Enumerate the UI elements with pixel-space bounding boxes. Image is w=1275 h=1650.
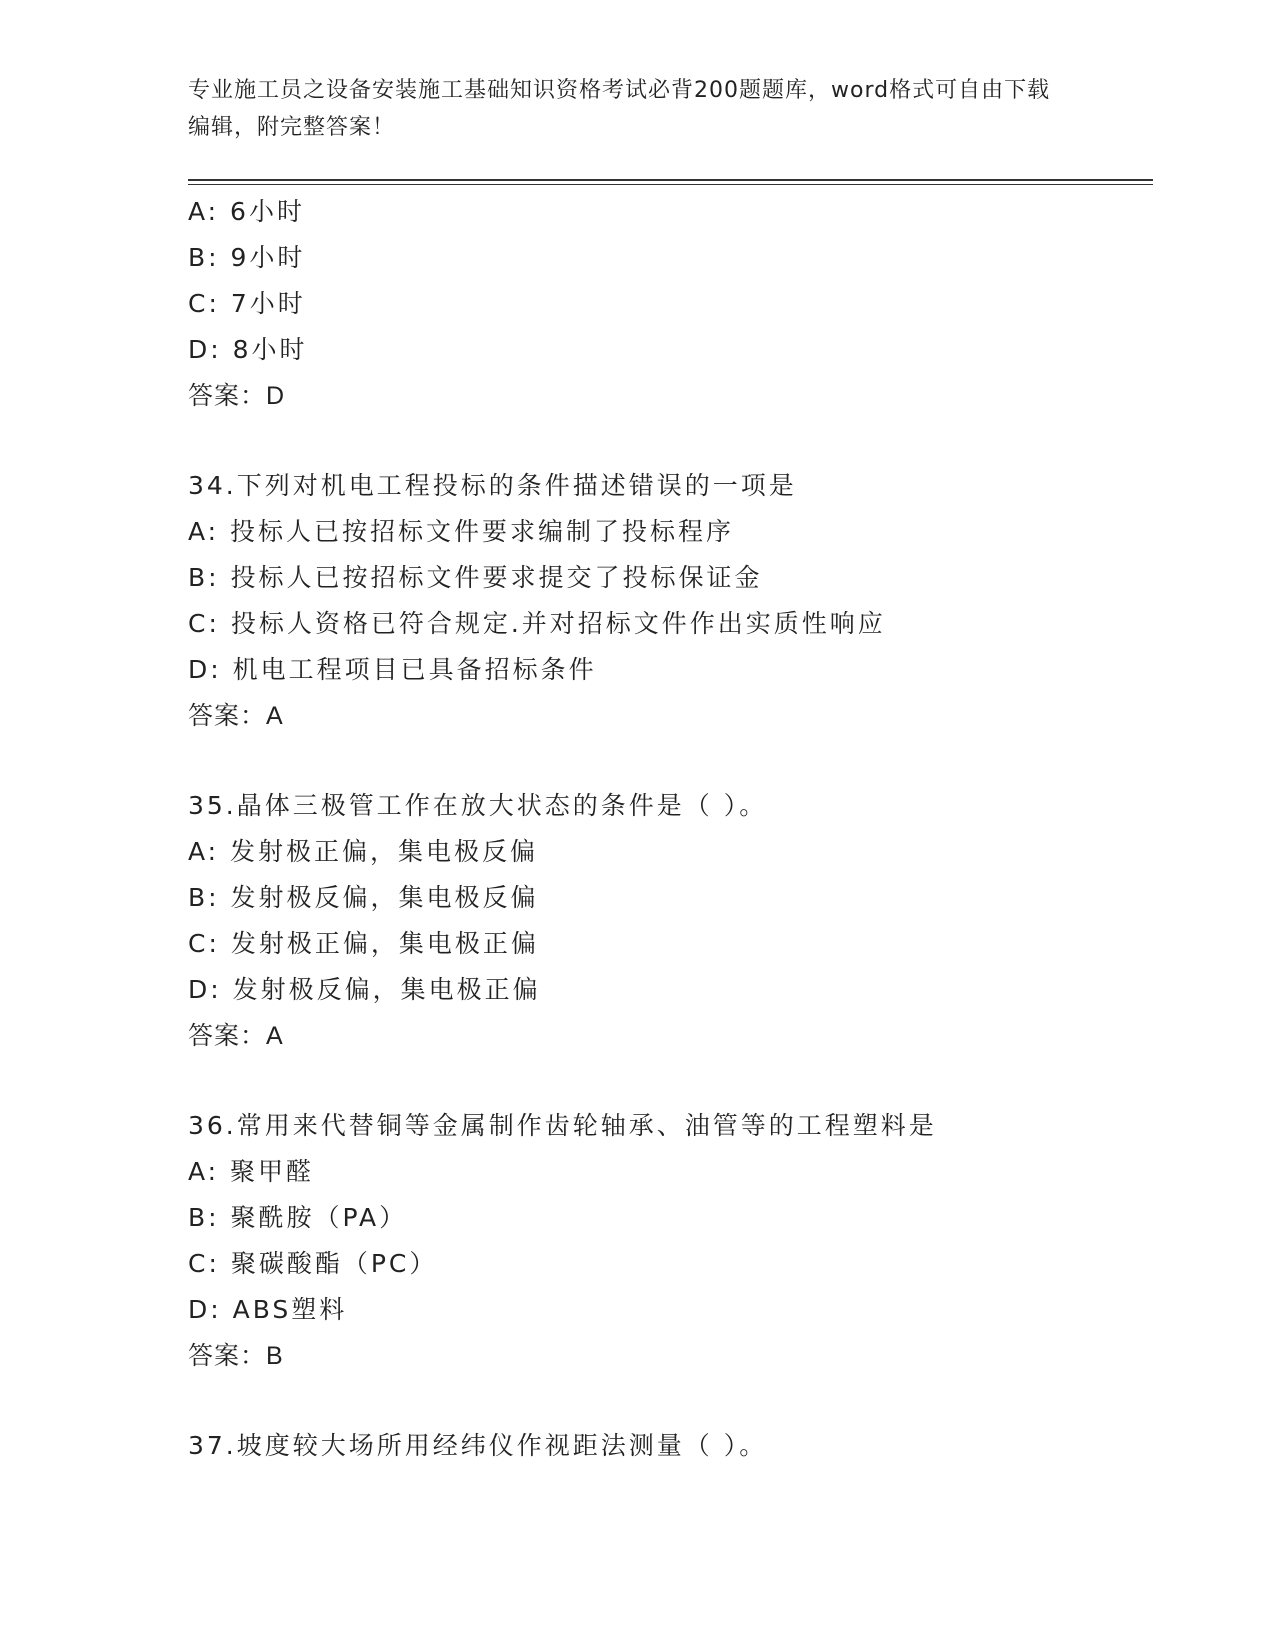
question-stem: 35.晶体三极管工作在放大状态的条件是（ ）。	[188, 791, 768, 820]
option-b: B: 9小时	[188, 243, 306, 272]
answer-line: 答案：A	[188, 702, 284, 730]
header-divider-thick	[188, 179, 1153, 181]
option-d: D: 机电工程项目已具备招标条件	[188, 655, 597, 684]
answer-line: 答案：B	[188, 1342, 284, 1370]
question-stem: 34.下列对机电工程投标的条件描述错误的一项是	[188, 471, 797, 500]
question-34	[188, 463, 1153, 739]
option-d: D: ABS塑料	[188, 1295, 348, 1324]
option-c: C: 7小时	[188, 289, 306, 318]
option-d: D: 发射极反偏，集电极正偏	[188, 975, 541, 1004]
question-stem: 36.常用来代替铜等金属制作齿轮轴承、油管等的工程塑料是	[188, 1111, 937, 1140]
option-a: A: 投标人已按招标文件要求编制了投标程序	[188, 517, 735, 546]
option-b: B: 投标人已按招标文件要求提交了投标保证金	[188, 563, 763, 592]
option-b: B: 聚酰胺（PA）	[188, 1203, 408, 1232]
question-37	[188, 1423, 1153, 1469]
option-b: B: 发射极反偏，集电极反偏	[188, 883, 539, 912]
option-c: C: 聚碳酸酯（PC）	[188, 1249, 438, 1278]
option-a: A: 6小时	[188, 197, 305, 226]
option-c: C: 投标人资格已符合规定.并对招标文件作出实质性响应	[188, 609, 886, 638]
answer-line: 答案：A	[188, 1022, 284, 1050]
question-36	[188, 1103, 1153, 1379]
option-d: D: 8小时	[188, 335, 308, 364]
option-a: A: 发射极正偏，集电极反偏	[188, 837, 539, 866]
document-header: 专业施工员之设备安装施工基础知识资格考试必背200题题库，word格式可自由下载编辑，附完整答案！	[188, 78, 1051, 140]
option-c: C: 发射极正偏，集电极正偏	[188, 929, 539, 958]
question-list	[188, 189, 1153, 1469]
option-a: A: 聚甲醛	[188, 1157, 315, 1186]
answer-line: 答案：D	[188, 382, 286, 410]
previous-question-tail	[188, 189, 1153, 419]
question-stem: 37.坡度较大场所用经纬仪作视距法测量（ ）。	[188, 1431, 768, 1460]
header-divider-thin	[188, 184, 1153, 185]
question-35	[188, 783, 1153, 1059]
